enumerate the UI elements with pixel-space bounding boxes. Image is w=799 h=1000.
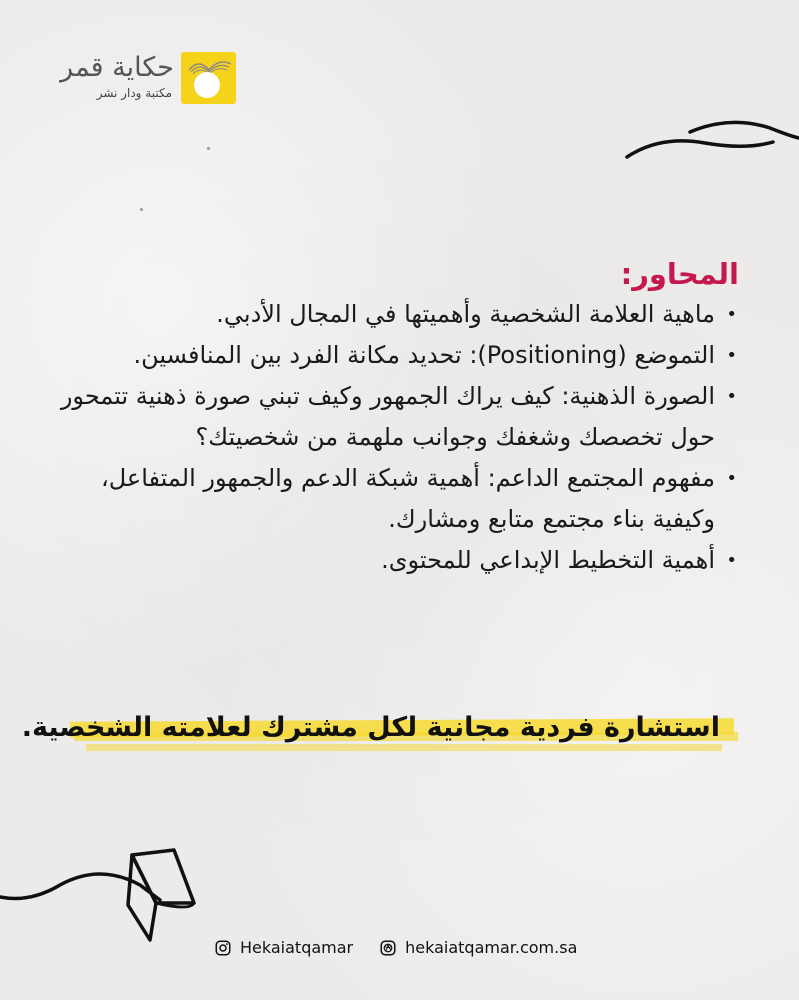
list-item: • مفهوم المجتمع الداعم: أهمية شبكة الدعم والجمهور المتفاعل، وكيفية بناء مجتمع متابع ومشارك. xyxy=(59,458,739,540)
website-link[interactable] xyxy=(379,938,577,957)
website-url: hekaiatqamar.com.sa xyxy=(405,938,578,957)
topics-section xyxy=(59,254,739,581)
list-item: • ماهية العلامة الشخصية وأهميتها في المجال الأدبي. xyxy=(59,294,739,335)
brand-logo xyxy=(60,52,236,104)
list-item: • التموضع (Positioning): تحديد مكانة الفرد بين المنافسين. xyxy=(59,335,739,376)
instagram-icon xyxy=(214,939,232,957)
decorative-dot xyxy=(207,147,210,150)
footer-contacts xyxy=(214,938,577,957)
cta-banner xyxy=(21,706,740,756)
moon-icon xyxy=(194,72,220,98)
kite-doodle xyxy=(0,845,200,945)
cta-text: استشارة فردية مجانية لكل مشترك لعلامته الشخصية. xyxy=(21,712,720,743)
decorative-dot xyxy=(140,208,143,211)
list-item: • الصورة الذهنية: كيف يراك الجمهور وكيف تبني صورة ذهنية تتمحور حول تخصصك وشغفك وجوانب ملهمة من شخصيتك؟ xyxy=(59,376,739,458)
decorative-squiggle xyxy=(620,110,799,170)
instagram-link[interactable] xyxy=(214,938,353,957)
brand-name: حكاية قمر xyxy=(60,52,174,83)
logo-mark xyxy=(181,52,236,104)
section-heading: المحاور: xyxy=(620,257,739,291)
list-item: • أهمية التخطيط الإبداعي للمحتوى. xyxy=(59,540,739,581)
brand-tagline: مكتبة ودار نشر xyxy=(96,86,172,100)
globe-icon xyxy=(379,939,397,957)
topics-list xyxy=(59,294,739,581)
instagram-handle: Hekaiatqamar xyxy=(240,938,354,957)
